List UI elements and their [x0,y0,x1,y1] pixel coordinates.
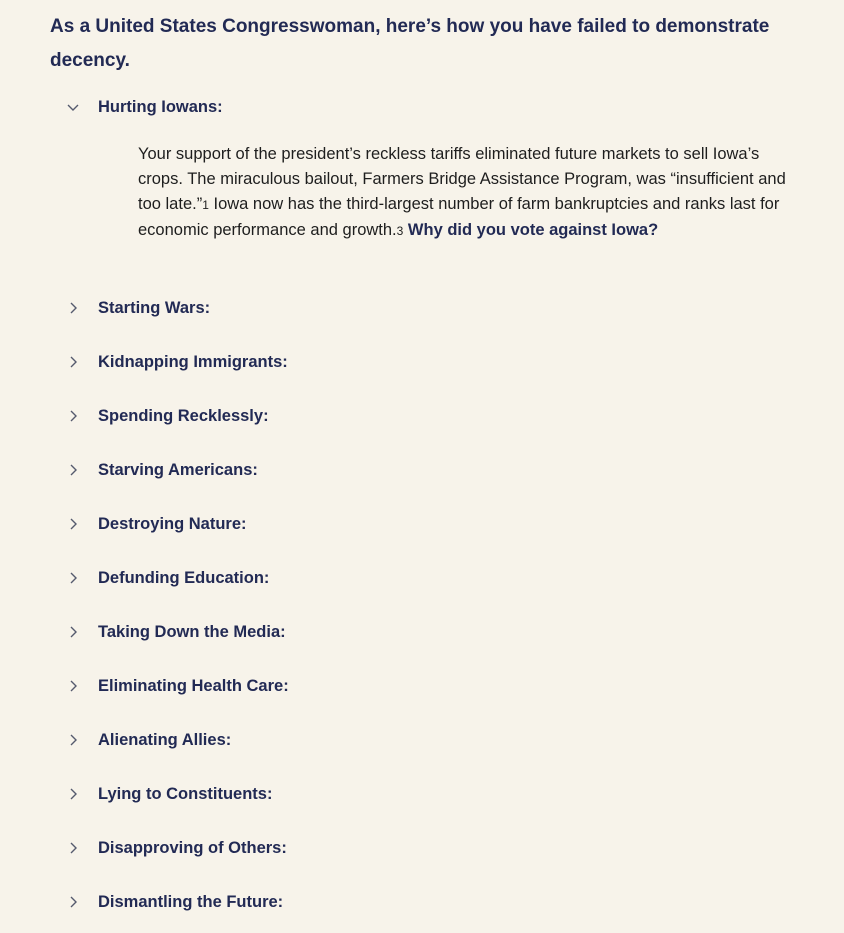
panel-text: Iowa now has the third-largest number of farm bankruptcies and ranks last for economic performance and growth. [138,195,780,239]
chevron-right-icon [64,677,82,695]
accordion-label: Starting Wars: [98,298,211,317]
accordion-item[interactable] [64,402,269,430]
chevron-right-icon [64,839,82,857]
page-heading: As a United States Congresswoman, here’s how you have failed to demonstrate decency. [50,16,770,71]
panel-text: Your support of the president’s reckless tariffs eliminated future markets to sell Iowa’s crops. The miraculous bailout, Farmers Bridge Assistance Program, was “insufficient and too late.” [138,145,786,213]
accordion-item[interactable] [64,564,269,592]
chevron-right-icon [64,353,82,371]
accordion-panel-hurting-iowans [138,142,788,244]
accordion-label: Destroying Nature: [98,514,247,533]
chevron-right-icon [64,407,82,425]
accordion-item[interactable] [64,780,272,808]
accordion-item[interactable] [64,510,247,538]
panel-question: Why did you vote against Iowa? [403,221,659,239]
accordion-item[interactable] [64,456,258,484]
accordion-label: Lying to Constituents: [98,784,273,803]
chevron-down-icon [64,98,82,116]
accordion-label: Starving Americans: [98,460,258,479]
accordion-item[interactable] [64,834,287,862]
accordion-item[interactable] [64,618,286,646]
chevron-right-icon [64,731,82,749]
accordion-label: Kidnapping Immigrants: [98,352,288,371]
chevron-right-icon [64,569,82,587]
accordion-label: Eliminating Health Care: [98,676,289,695]
accordion-label: Taking Down the Media: [98,622,286,641]
accordion-label: Hurting Iowans: [98,97,223,116]
accordion-item[interactable] [64,726,231,754]
accordion-label: Disapproving of Others: [98,838,287,857]
accordion-label: Dismantling the Future: [98,892,284,911]
accordion-item[interactable] [64,672,289,700]
accordion-hurting-iowans[interactable] [64,93,223,121]
footnote-ref[interactable]: 1 [202,198,209,212]
chevron-right-icon [64,785,82,803]
accordion-label: Spending Recklessly: [98,406,269,425]
chevron-right-icon [64,893,82,911]
footnote-ref[interactable]: 3 [396,224,404,238]
chevron-right-icon [64,515,82,533]
accordion-item[interactable] [64,348,288,376]
chevron-right-icon [64,461,82,479]
chevron-right-icon [64,623,82,641]
chevron-right-icon [64,299,82,317]
accordion-item[interactable] [64,888,283,916]
accordion-label: Alienating Allies: [98,730,232,749]
accordion-label: Defunding Education: [98,568,270,587]
accordion-item[interactable] [64,294,210,322]
